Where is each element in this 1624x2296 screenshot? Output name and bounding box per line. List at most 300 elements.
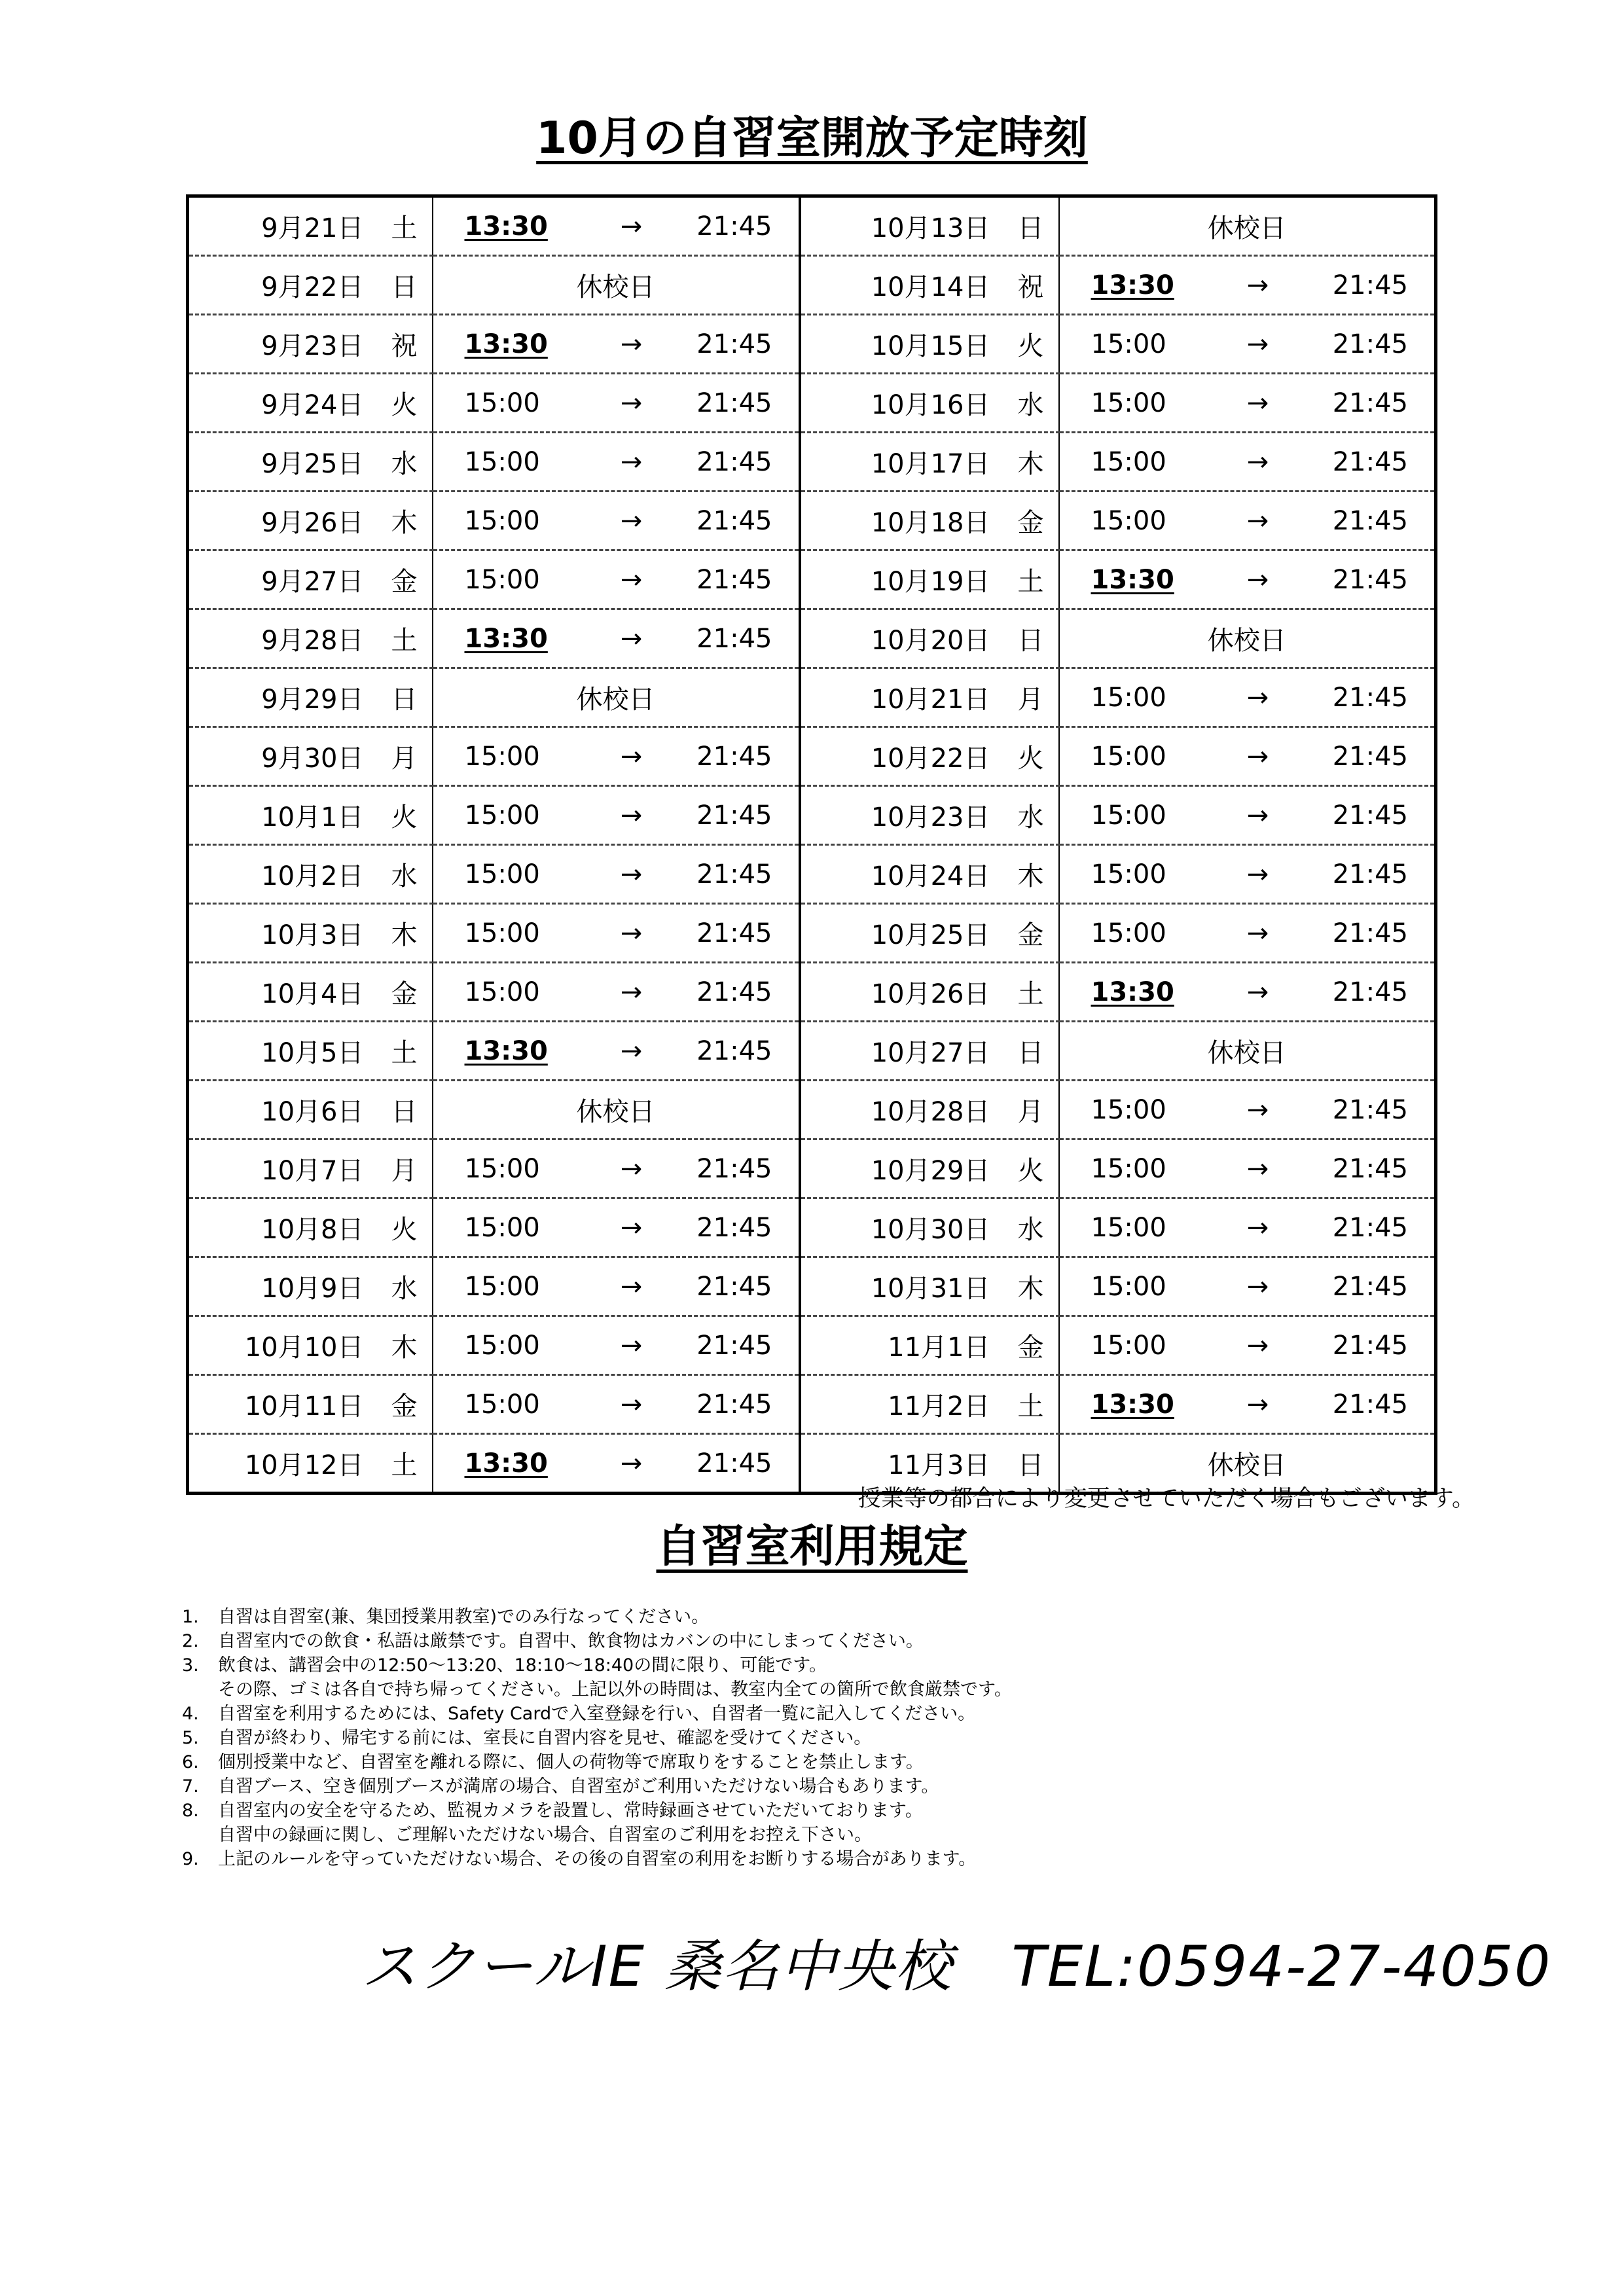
rule-item: [182, 1629, 1012, 1653]
schedule-weekday: 金: [391, 979, 418, 1009]
schedule-weekday: 火: [391, 390, 418, 420]
end-time: 21:45: [696, 211, 772, 242]
schedule-time-cell: [1059, 963, 1436, 1022]
schedule-time-cell: [1059, 1022, 1436, 1081]
schedule-date-cell: [188, 1316, 433, 1375]
schedule-date: 10月21日: [871, 685, 990, 715]
time-range: [433, 1448, 799, 1479]
arrow-icon: →: [620, 1389, 643, 1420]
rule-number: 9.: [182, 1849, 199, 1869]
schedule-weekday: 日: [391, 685, 418, 715]
time-range: [433, 1036, 799, 1066]
rule-item: [182, 1799, 1012, 1823]
schedule-weekday: 土: [391, 626, 418, 656]
time-range: [433, 800, 799, 831]
schedule-date-cell: [188, 668, 433, 727]
schedule-date: 10月11日: [244, 1391, 364, 1422]
schedule-weekday: 火: [391, 802, 418, 833]
rules-title-text: 自習室利用規定: [656, 1521, 968, 1573]
arrow-icon: →: [1246, 1212, 1269, 1243]
rule-text: 自習が終わり、帰宅する前には、室長に自習内容を見せ、確認を受けてください。: [218, 1728, 872, 1748]
schedule-date: 9月29日: [261, 685, 364, 715]
schedule-date-cell: [800, 609, 1059, 668]
schedule-date-cell: [800, 786, 1059, 845]
arrow-icon: →: [620, 1271, 643, 1302]
schedule-date-cell: [800, 1316, 1059, 1375]
rule-number: 1.: [182, 1607, 199, 1627]
arrow-icon: →: [620, 1212, 643, 1243]
schedule-date: 10月26日: [871, 979, 990, 1009]
schedule-date-cell: [800, 963, 1059, 1022]
arrow-icon: →: [620, 564, 643, 595]
arrow-icon: →: [620, 387, 643, 418]
schedule-time-cell: [1059, 256, 1436, 315]
end-time: 21:45: [1332, 800, 1408, 831]
start-time: 13:30: [1091, 977, 1174, 1007]
time-range: [1060, 1095, 1435, 1125]
time-range: [1060, 1213, 1435, 1243]
arrow-icon: →: [1246, 682, 1269, 713]
schedule-date-cell: [800, 374, 1059, 433]
table-row: [188, 1375, 1436, 1434]
time-range: [433, 859, 799, 889]
schedule-date: 9月21日: [261, 213, 364, 243]
schedule-weekday: 日: [391, 1097, 418, 1127]
start-time: 13:30: [464, 211, 548, 242]
end-time: 21:45: [1332, 1212, 1408, 1243]
schedule-weekday: 木: [391, 920, 418, 950]
start-time: 15:00: [1091, 1094, 1166, 1125]
schedule-weekday: 祝: [391, 331, 418, 361]
schedule-date-cell: [800, 550, 1059, 609]
schedule-time-cell: [433, 492, 800, 550]
time-range: [433, 624, 799, 654]
time-range: [1060, 1331, 1435, 1361]
rule-text: 飲食は、講習会中の12:50～13:20、18:10～18:40の間に限り、可能です。: [218, 1655, 827, 1676]
rule-text: 自習室内の安全を守るため、監視カメラを設置し、常時録画させていただいております。: [218, 1801, 923, 1821]
schedule-time-cell: [433, 1375, 800, 1434]
schedule-date: 10月17日: [871, 449, 990, 479]
schedule-date: 10月28日: [871, 1097, 990, 1127]
rule-text: 上記のルールを守っていただけない場合、その後の自習室の利用をお断りする場合があります。: [218, 1849, 977, 1869]
schedule-date-cell: [800, 1022, 1059, 1081]
schedule-weekday: 火: [1017, 744, 1044, 774]
table-row: [188, 1257, 1436, 1316]
schedule-weekday: 水: [391, 1274, 418, 1304]
time-range: [1060, 1154, 1435, 1184]
rule-item: [182, 1774, 1012, 1799]
start-time: 15:00: [464, 741, 540, 772]
end-time: 21:45: [696, 329, 772, 359]
schedule-time-cell: [433, 315, 800, 374]
start-time: 15:00: [464, 977, 540, 1007]
arrow-icon: →: [1246, 1389, 1269, 1420]
change-notice: 授業等の都合により変更させていただく場合もございます。: [857, 1486, 1475, 1512]
end-time: 21:45: [1332, 387, 1408, 418]
schedule-date-cell: [188, 1022, 433, 1081]
time-range: [433, 1213, 799, 1243]
arrow-icon: →: [1246, 800, 1269, 831]
table-row: [188, 1316, 1436, 1375]
end-time: 21:45: [1332, 1153, 1408, 1184]
rule-continuation: 自習中の録画に関し、ご理解いただけない場合、自習室のご利用をお控え下さい。: [218, 1825, 872, 1845]
schedule-date: 10月12日: [244, 1450, 364, 1480]
end-time: 21:45: [696, 1271, 772, 1302]
end-time: 21:45: [696, 1153, 772, 1184]
end-time: 21:45: [696, 1389, 772, 1420]
schedule-weekday: 木: [1017, 861, 1044, 891]
end-time: 21:45: [696, 741, 772, 772]
end-time: 21:45: [1332, 859, 1408, 889]
schedule-weekday: 日: [1017, 1450, 1044, 1480]
time-range: [1060, 565, 1435, 595]
arrow-icon: →: [620, 505, 643, 536]
end-time: 21:45: [1332, 682, 1408, 713]
rule-item: [182, 1605, 1012, 1629]
time-range: [1060, 800, 1435, 831]
table-row: [188, 786, 1436, 845]
schedule-time-cell: [433, 550, 800, 609]
time-range: [433, 918, 799, 948]
time-range: [1060, 683, 1435, 713]
schedule-weekday: 金: [391, 567, 418, 597]
time-range: [1060, 977, 1435, 1007]
time-range: [1060, 447, 1435, 477]
schedule-date-cell: [800, 433, 1059, 492]
schedule-time-cell: [1059, 1375, 1436, 1434]
time-range: [433, 506, 799, 536]
closed-label: 休校日: [576, 1097, 655, 1127]
end-time: 21:45: [696, 1035, 772, 1066]
schedule-date: 10月31日: [871, 1274, 990, 1304]
schedule-time-cell: [1059, 727, 1436, 786]
arrow-icon: →: [1246, 918, 1269, 948]
table-row: [188, 727, 1436, 786]
start-time: 15:00: [464, 1389, 540, 1420]
rule-number: 4.: [182, 1704, 199, 1724]
time-range: [1060, 1390, 1435, 1420]
schedule-date: 9月26日: [261, 508, 364, 538]
schedule-date-cell: [188, 845, 433, 904]
table-row: [188, 1198, 1436, 1257]
rule-text: 自習室内での飲食・私語は厳禁です。自習中、飲食物はカバンの中にしまってください。: [218, 1631, 924, 1651]
start-time: 15:00: [1091, 918, 1166, 948]
arrow-icon: →: [1246, 505, 1269, 536]
rule-number: 3.: [182, 1655, 199, 1676]
schedule-date: 10月7日: [261, 1156, 364, 1186]
schedule-date: 10月1日: [261, 802, 364, 833]
arrow-icon: →: [620, 977, 643, 1007]
schedule-weekday: 金: [391, 1391, 418, 1422]
arrow-icon: →: [1246, 1094, 1269, 1125]
start-time: 13:30: [1091, 1389, 1174, 1420]
schedule-date-cell: [800, 315, 1059, 374]
schedule-weekday: 日: [1017, 213, 1044, 243]
end-time: 21:45: [1332, 1094, 1408, 1125]
arrow-icon: →: [1246, 446, 1269, 477]
schedule-weekday: 木: [1017, 449, 1044, 479]
table-row: [188, 963, 1436, 1022]
arrow-icon: →: [620, 1448, 643, 1479]
start-time: 15:00: [464, 859, 540, 889]
time-range: [433, 1331, 799, 1361]
schedule-time-cell: [1059, 904, 1436, 963]
schedule-date-cell: [188, 1081, 433, 1139]
schedule-weekday: 月: [391, 744, 418, 774]
end-time: 21:45: [696, 800, 772, 831]
schedule-date-cell: [188, 1198, 433, 1257]
schedule-date: 10月8日: [261, 1215, 364, 1245]
end-time: 21:45: [696, 1448, 772, 1479]
closed-label: 休校日: [1207, 626, 1286, 656]
arrow-icon: →: [620, 1330, 643, 1361]
end-time: 21:45: [696, 446, 772, 477]
schedule-date: 10月15日: [871, 331, 990, 361]
start-time: 15:00: [1091, 1330, 1166, 1361]
arrow-icon: →: [1246, 564, 1269, 595]
table-row: [188, 256, 1436, 315]
schedule-date: 9月30日: [261, 744, 364, 774]
schedule-time-cell: [433, 433, 800, 492]
schedule-time-cell: [1059, 1139, 1436, 1198]
schedule-date: 10月29日: [871, 1156, 990, 1186]
rule-number: 6.: [182, 1752, 199, 1772]
arrow-icon: →: [620, 329, 643, 359]
schedule-date-cell: [800, 1257, 1059, 1316]
schedule-weekday: 木: [391, 508, 418, 538]
schedule-date-cell: [800, 1198, 1059, 1257]
schedule-date: 10月3日: [261, 920, 364, 950]
schedule-time-cell: [1059, 668, 1436, 727]
schedule-date-cell: [800, 1081, 1059, 1139]
schedule-date: 9月25日: [261, 449, 364, 479]
schedule-weekday: 土: [391, 213, 418, 243]
rule-continuation: その際、ゴミは各自で持ち帰ってください。上記以外の時間は、教室内全ての箇所で飲食厳禁です。: [218, 1679, 1012, 1700]
schedule-weekday: 土: [1017, 567, 1044, 597]
schedule-date-cell: [188, 1257, 433, 1316]
time-range: [1060, 1272, 1435, 1302]
start-time: 15:00: [464, 1153, 540, 1184]
table-row: [188, 315, 1436, 374]
start-time: 15:00: [464, 505, 540, 536]
schedule-time-cell: [433, 727, 800, 786]
schedule-time-cell: [433, 1198, 800, 1257]
table-row: [188, 492, 1436, 550]
start-time: 13:30: [1091, 270, 1174, 300]
schedule-weekday: 火: [1017, 1156, 1044, 1186]
table-row: [188, 196, 1436, 256]
arrow-icon: →: [1246, 1153, 1269, 1184]
time-range: [433, 1154, 799, 1184]
time-range: [1060, 918, 1435, 948]
schedule-date-cell: [800, 668, 1059, 727]
time-range: [433, 742, 799, 772]
time-range: [433, 565, 799, 595]
start-time: 15:00: [1091, 446, 1166, 477]
time-range: [433, 447, 799, 477]
schedule-date-cell: [188, 492, 433, 550]
schedule-date: 9月24日: [261, 390, 364, 420]
closed-label: 休校日: [1207, 1450, 1286, 1480]
time-range: [1060, 742, 1435, 772]
start-time: 15:00: [1091, 741, 1166, 772]
schedule-date: 10月4日: [261, 979, 364, 1009]
closed-label: 休校日: [576, 272, 655, 302]
schedule-time-cell: [1059, 609, 1436, 668]
schedule-time-cell: [433, 668, 800, 727]
schedule-weekday: 月: [391, 1156, 418, 1186]
schedule-weekday: 日: [391, 272, 418, 302]
rule-number: 7.: [182, 1776, 199, 1797]
schedule-date: 9月23日: [261, 331, 364, 361]
time-range: [433, 1272, 799, 1302]
start-time: 13:30: [1091, 564, 1174, 595]
page-title: [0, 113, 1624, 164]
schedule-weekday: 金: [1017, 920, 1044, 950]
schedule-time-cell: [433, 1081, 800, 1139]
schedule-date-cell: [800, 727, 1059, 786]
arrow-icon: →: [1246, 387, 1269, 418]
schedule-time-cell: [433, 374, 800, 433]
end-time: 21:45: [1332, 977, 1408, 1007]
end-time: 21:45: [1332, 329, 1408, 359]
start-time: 15:00: [1091, 800, 1166, 831]
end-time: 21:45: [696, 564, 772, 595]
schedule-weekday: 日: [1017, 1038, 1044, 1068]
schedule-date: 10月24日: [871, 861, 990, 891]
schedule-date: 10月22日: [871, 744, 990, 774]
rule-text: 自習は自習室(兼、集団授業用教室)でのみ行なってください。: [218, 1607, 710, 1627]
schedule-date: 9月22日: [261, 272, 364, 302]
schedule-date-cell: [188, 1375, 433, 1434]
schedule-date: 10月5日: [261, 1038, 364, 1068]
time-range: [433, 211, 799, 242]
schedule-weekday: 祝: [1017, 272, 1044, 302]
schedule-date: 9月28日: [261, 626, 364, 656]
schedule-time-cell: [1059, 550, 1436, 609]
end-time: 21:45: [696, 1212, 772, 1243]
schedule-date-cell: [800, 1375, 1059, 1434]
schedule-time-cell: [1059, 1257, 1436, 1316]
rule-text: 自習室を利用するためには、Safety Cardで入室登録を行い、自習者一覧に記入してください。: [218, 1704, 976, 1724]
schedule-date: 10月23日: [871, 802, 990, 833]
rule-number: 5.: [182, 1728, 199, 1748]
schedule-date: 10月9日: [261, 1274, 364, 1304]
schedule-weekday: 月: [1017, 685, 1044, 715]
schedule-date: 11月1日: [888, 1333, 990, 1363]
schedule-date-cell: [188, 786, 433, 845]
closed-label: 休校日: [1207, 213, 1286, 243]
table-row: [188, 904, 1436, 963]
schedule-weekday: 土: [391, 1038, 418, 1068]
end-time: 21:45: [696, 1330, 772, 1361]
schedule-date: 10月18日: [871, 508, 990, 538]
schedule-time-cell: [433, 196, 800, 256]
arrow-icon: →: [620, 211, 643, 242]
arrow-icon: →: [1246, 270, 1269, 300]
start-time: 15:00: [1091, 1212, 1166, 1243]
schedule-date: 10月27日: [871, 1038, 990, 1068]
arrow-icon: →: [620, 800, 643, 831]
time-range: [1060, 329, 1435, 359]
start-time: 15:00: [1091, 387, 1166, 418]
schedule-weekday: 土: [391, 1450, 418, 1480]
schedule-time-cell: [1059, 492, 1436, 550]
rules-list: [182, 1605, 1012, 1871]
schedule-date-cell: [800, 256, 1059, 315]
table-row: [188, 1139, 1436, 1198]
schedule-date-cell: [188, 550, 433, 609]
schedule-table: [186, 194, 1437, 1495]
schedule-date: 11月2日: [888, 1391, 990, 1422]
arrow-icon: →: [620, 741, 643, 772]
schedule-time-cell: [433, 1022, 800, 1081]
schedule-time-cell: [1059, 433, 1436, 492]
end-time: 21:45: [696, 977, 772, 1007]
schedule-date-cell: [800, 492, 1059, 550]
end-time: 21:45: [1332, 741, 1408, 772]
schedule-date: 10月20日: [871, 626, 990, 656]
end-time: 21:45: [1332, 1271, 1408, 1302]
arrow-icon: →: [620, 1153, 643, 1184]
schedule-date: 10月13日: [871, 213, 990, 243]
schedule-date-cell: [188, 963, 433, 1022]
end-time: 21:45: [1332, 505, 1408, 536]
end-time: 21:45: [1332, 1389, 1408, 1420]
start-time: 15:00: [1091, 859, 1166, 889]
schedule-date: 10月19日: [871, 567, 990, 597]
schedule-time-cell: [433, 609, 800, 668]
schedule-date: 10月14日: [871, 272, 990, 302]
schedule-date-cell: [188, 315, 433, 374]
schedule-weekday: 水: [391, 861, 418, 891]
rule-item: [182, 1726, 1012, 1750]
arrow-icon: →: [1246, 329, 1269, 359]
schedule-time-cell: [433, 256, 800, 315]
schedule-weekday: 木: [1017, 1274, 1044, 1304]
schedule-time-cell: [1059, 1081, 1436, 1139]
time-range: [433, 388, 799, 418]
start-time: 15:00: [1091, 1153, 1166, 1184]
schedule-date: 10月2日: [261, 861, 364, 891]
schedule-date-cell: [800, 196, 1059, 256]
time-range: [433, 977, 799, 1007]
start-time: 15:00: [464, 564, 540, 595]
schedule-date-cell: [800, 845, 1059, 904]
table-row: [188, 609, 1436, 668]
start-time: 15:00: [1091, 682, 1166, 713]
schedule-time-cell: [1059, 196, 1436, 256]
schedule-date-cell: [800, 1139, 1059, 1198]
start-time: 15:00: [464, 800, 540, 831]
arrow-icon: →: [1246, 741, 1269, 772]
schedule-date: 10月10日: [244, 1333, 364, 1363]
schedule-time-cell: [1059, 786, 1436, 845]
schedule-date-cell: [800, 904, 1059, 963]
schedule-time-cell: [1059, 374, 1436, 433]
table-row: [188, 1081, 1436, 1139]
table-row: [188, 845, 1436, 904]
schedule-weekday: 火: [1017, 331, 1044, 361]
phone-number: TEL:0594-27-4050: [1011, 1934, 1552, 2000]
end-time: 21:45: [696, 918, 772, 948]
schedule-weekday: 水: [1017, 802, 1044, 833]
schedule-date-cell: [188, 609, 433, 668]
schedule-date-cell: [188, 433, 433, 492]
start-time: 13:30: [464, 1448, 548, 1479]
end-time: 21:45: [1332, 564, 1408, 595]
schedule-date-cell: [188, 1139, 433, 1198]
